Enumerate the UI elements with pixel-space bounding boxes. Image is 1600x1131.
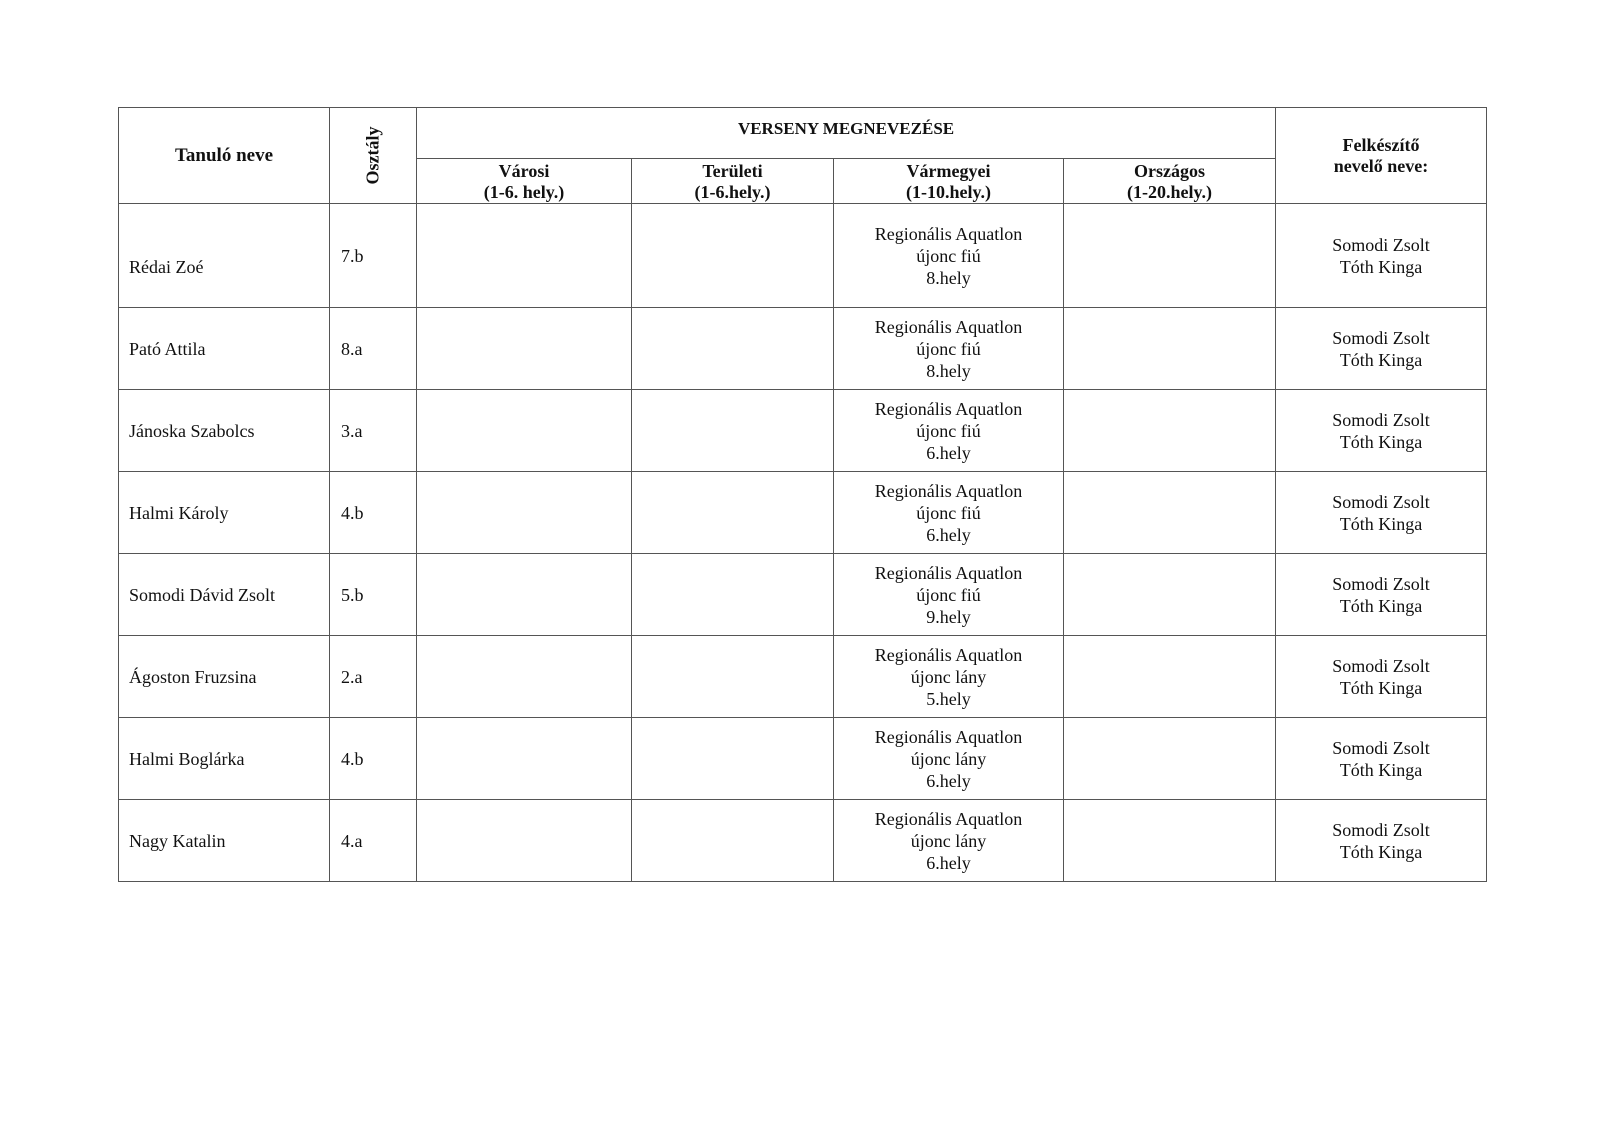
county-result-event: Regionális Aquatlon bbox=[874, 480, 1023, 501]
county-result-place: 5.hely bbox=[926, 688, 971, 709]
regional-level-header bbox=[632, 159, 834, 204]
class-cell: 8.a bbox=[330, 308, 417, 390]
teacher-cell bbox=[1276, 800, 1487, 882]
national-result-cell bbox=[1064, 554, 1276, 636]
table-row bbox=[119, 390, 1487, 472]
teacher-cell bbox=[1276, 472, 1487, 554]
county-result-event: Regionális Aquatlon bbox=[874, 398, 1023, 419]
teacher-name: Somodi Zsolt bbox=[1332, 327, 1430, 348]
teacher-name: Somodi Zsolt bbox=[1332, 234, 1430, 255]
class-cell: 3.a bbox=[330, 390, 417, 472]
county-result-event: Regionális Aquatlon bbox=[874, 644, 1023, 665]
county-result-cell bbox=[834, 390, 1064, 472]
teacher-name: Tóth Kinga bbox=[1339, 595, 1423, 616]
teacher-name: Somodi Zsolt bbox=[1332, 819, 1430, 840]
competition-results-table bbox=[118, 107, 1487, 882]
teacher-name: Tóth Kinga bbox=[1339, 759, 1423, 780]
teacher-cell bbox=[1276, 554, 1487, 636]
teacher-name: Somodi Zsolt bbox=[1332, 655, 1430, 676]
class-cell: 4.b bbox=[330, 718, 417, 800]
teacher-cell bbox=[1276, 308, 1487, 390]
student-name-cell: Pató Attila bbox=[119, 308, 330, 390]
regional-level-title: Területi bbox=[702, 161, 763, 181]
student-name-cell: Rédai Zoé bbox=[119, 204, 330, 308]
student-name-cell: Ágoston Fruzsina bbox=[119, 636, 330, 718]
regional-result-cell bbox=[632, 204, 834, 308]
county-result-category: újonc fiú bbox=[916, 338, 981, 359]
city-result-cell bbox=[417, 718, 632, 800]
table-row bbox=[119, 204, 1487, 308]
county-result-event: Regionális Aquatlon bbox=[874, 223, 1023, 244]
county-result-place: 8.hely bbox=[926, 360, 971, 381]
teacher-name: Tóth Kinga bbox=[1339, 349, 1423, 370]
city-level-title: Városi bbox=[498, 161, 550, 181]
teacher-name: Somodi Zsolt bbox=[1332, 491, 1430, 512]
city-result-cell bbox=[417, 390, 632, 472]
teacher-name: Tóth Kinga bbox=[1339, 431, 1423, 452]
county-result-event: Regionális Aquatlon bbox=[874, 316, 1023, 337]
county-result-category: újonc fiú bbox=[916, 502, 981, 523]
city-result-cell bbox=[417, 472, 632, 554]
county-result-category: újonc fiú bbox=[916, 584, 981, 605]
national-result-cell bbox=[1064, 800, 1276, 882]
class-cell: 4.b bbox=[330, 472, 417, 554]
student-name-cell: Halmi Károly bbox=[119, 472, 330, 554]
teacher-name: Tóth Kinga bbox=[1339, 677, 1423, 698]
teacher-name: Tóth Kinga bbox=[1339, 513, 1423, 534]
county-result-place: 6.hely bbox=[926, 770, 971, 791]
regional-result-cell bbox=[632, 390, 834, 472]
county-result-category: újonc lány bbox=[910, 748, 987, 769]
class-header: Osztály bbox=[362, 126, 383, 185]
city-result-cell bbox=[417, 308, 632, 390]
national-result-cell bbox=[1064, 718, 1276, 800]
teacher-cell bbox=[1276, 636, 1487, 718]
county-result-place: 6.hely bbox=[926, 442, 971, 463]
teacher-header-line1: Felkészítő bbox=[1342, 134, 1420, 155]
class-cell: 4.a bbox=[330, 800, 417, 882]
table-row bbox=[119, 800, 1487, 882]
county-result-event: Regionális Aquatlon bbox=[874, 808, 1023, 829]
table-row bbox=[119, 636, 1487, 718]
table-row bbox=[119, 718, 1487, 800]
regional-result-cell bbox=[632, 718, 834, 800]
teacher-name: Tóth Kinga bbox=[1339, 256, 1423, 277]
class-header-cell bbox=[330, 108, 417, 204]
teacher-cell bbox=[1276, 390, 1487, 472]
teacher-name: Somodi Zsolt bbox=[1332, 737, 1430, 758]
county-level-title: Vármegyei bbox=[906, 161, 991, 181]
county-result-category: újonc fiú bbox=[916, 420, 981, 441]
regional-level-range: (1-6.hely.) bbox=[694, 182, 771, 202]
table-row bbox=[119, 472, 1487, 554]
city-level-header bbox=[417, 159, 632, 204]
teacher-name: Somodi Zsolt bbox=[1332, 573, 1430, 594]
city-result-cell bbox=[417, 636, 632, 718]
national-result-cell bbox=[1064, 636, 1276, 718]
regional-result-cell bbox=[632, 308, 834, 390]
class-header-wrap bbox=[330, 109, 416, 203]
city-result-cell bbox=[417, 554, 632, 636]
teacher-cell bbox=[1276, 204, 1487, 308]
county-result-category: újonc lány bbox=[910, 666, 987, 687]
county-result-cell bbox=[834, 472, 1064, 554]
regional-result-cell bbox=[632, 800, 834, 882]
national-level-header bbox=[1064, 159, 1276, 204]
class-cell: 2.a bbox=[330, 636, 417, 718]
county-result-cell bbox=[834, 554, 1064, 636]
table-body bbox=[119, 204, 1487, 882]
regional-result-cell bbox=[632, 636, 834, 718]
regional-result-cell bbox=[632, 472, 834, 554]
regional-result-cell bbox=[632, 554, 834, 636]
county-result-cell bbox=[834, 636, 1064, 718]
county-result-cell bbox=[834, 308, 1064, 390]
teacher-name: Somodi Zsolt bbox=[1332, 409, 1430, 430]
county-result-category: újonc fiú bbox=[916, 245, 981, 266]
county-result-cell bbox=[834, 204, 1064, 308]
teacher-header-cell bbox=[1276, 108, 1487, 204]
county-result-place: 8.hely bbox=[926, 267, 971, 288]
class-cell: 5.b bbox=[330, 554, 417, 636]
table-header bbox=[119, 108, 1487, 204]
results-sheet bbox=[118, 107, 1486, 882]
city-level-range: (1-6. hely.) bbox=[483, 182, 565, 202]
national-result-cell bbox=[1064, 472, 1276, 554]
national-result-cell bbox=[1064, 390, 1276, 472]
student-name-header: Tanuló neve bbox=[119, 108, 330, 204]
county-result-category: újonc lány bbox=[910, 830, 987, 851]
event-name-header-cell bbox=[417, 108, 1276, 159]
county-result-cell bbox=[834, 718, 1064, 800]
national-result-cell bbox=[1064, 308, 1276, 390]
county-result-place: 9.hely bbox=[926, 606, 971, 627]
teacher-header-line2: nevelő neve: bbox=[1333, 155, 1429, 176]
student-name-cell: Somodi Dávid Zsolt bbox=[119, 554, 330, 636]
teacher-name: Tóth Kinga bbox=[1339, 841, 1423, 862]
county-result-place: 6.hely bbox=[926, 852, 971, 873]
city-result-cell bbox=[417, 800, 632, 882]
student-name-cell: Halmi Boglárka bbox=[119, 718, 330, 800]
national-level-range: (1-20.hely.) bbox=[1127, 182, 1213, 202]
table-row bbox=[119, 308, 1487, 390]
city-result-cell bbox=[417, 204, 632, 308]
class-cell: 7.b bbox=[330, 204, 417, 308]
county-result-place: 6.hely bbox=[926, 524, 971, 545]
teacher-cell bbox=[1276, 718, 1487, 800]
county-result-cell bbox=[834, 800, 1064, 882]
county-level-range: (1-10.hely.) bbox=[906, 182, 991, 202]
national-level-title: Országos bbox=[1134, 161, 1206, 181]
county-level-header bbox=[834, 159, 1064, 204]
table-row bbox=[119, 554, 1487, 636]
student-name-cell: Nagy Katalin bbox=[119, 800, 330, 882]
county-result-event: Regionális Aquatlon bbox=[874, 726, 1023, 747]
national-result-cell bbox=[1064, 204, 1276, 308]
event-name-header: VERSENY MEGNEVEZÉSE bbox=[737, 119, 955, 138]
header-row-top bbox=[119, 108, 1487, 159]
county-result-event: Regionális Aquatlon bbox=[874, 562, 1023, 583]
student-name-cell: Jánoska Szabolcs bbox=[119, 390, 330, 472]
